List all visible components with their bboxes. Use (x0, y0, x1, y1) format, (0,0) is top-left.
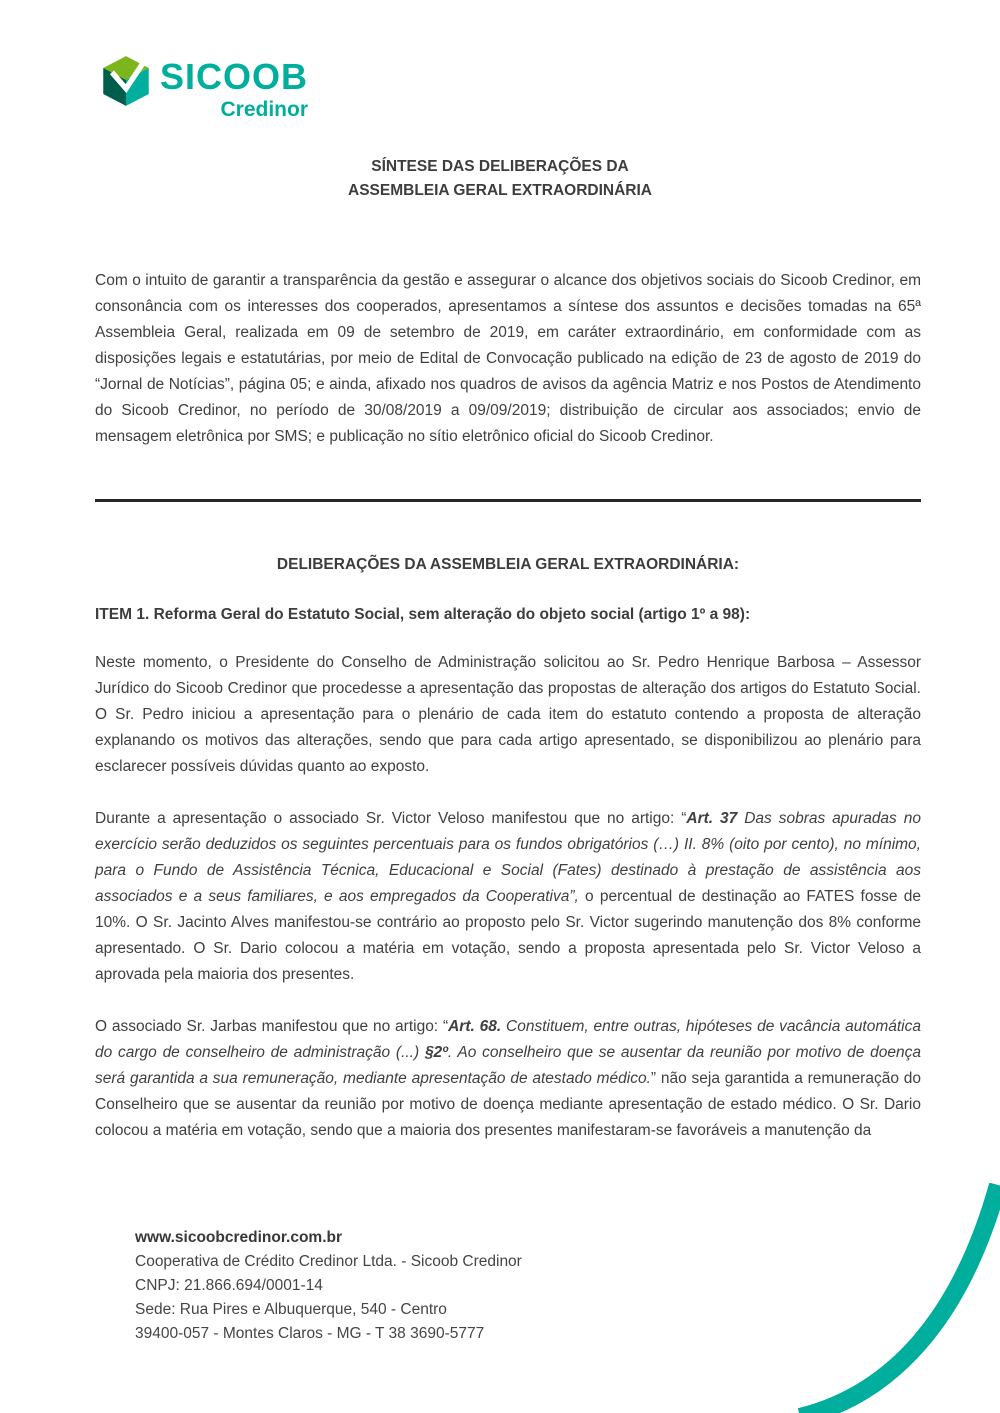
deliberations-heading: DELIBERAÇÕES DA ASSEMBLEIA GERAL EXTRAORDINÁRIA: (276, 556, 740, 573)
footer (135, 1226, 522, 1346)
text-segment: ” não seja garantida a remuneração do Conselheiro que se ausentar da reunião por motivo de doença mediante apresentação de estado médico. O Sr. Dario colocou a matéria em votação, sendo que a maioria dos presentes manifestaram-se favoráveis a manutenção da (95, 1070, 921, 1139)
document-title (86, 155, 914, 203)
text-segment: Constituem, entre outras, hipóteses de vacância automática do cargo de conselheiro de administração (...) (95, 1018, 921, 1061)
sicoob-logo (100, 55, 308, 122)
text-segment: Das sobras apuradas no exercício serão deduzidos os seguintes percentuais para os fundos obrigatórios (…) II. 8% (oito por cento), no mínimo, para o Fundo de Assistência Técnica, Educacional e Social (Fates) destinado à prestação de assistência aos associados e a seus familiares, e aos empregados da Cooperativa”, (95, 810, 921, 905)
document-title-line-2: ASSEMBLEIA GERAL EXTRAORDINÁRIA (348, 182, 652, 199)
text-segment: . Ao conselheiro que se ausentar da reunião por motivo de doença será garantida a sua remuneração, mediante apresentação de atestado médico. (95, 1044, 921, 1087)
footer-line-cooperative: Cooperativa de Crédito Credinor Ltda. - Sicoob Credinor (135, 1253, 522, 1270)
paragraph (95, 806, 921, 988)
footer-line-address: Sede: Rua Pires e Albuquerque, 540 - Centro (135, 1301, 447, 1318)
sicoob-logo-icon (100, 55, 152, 107)
text-segment: Durante a apresentação o associado Sr. Victor Veloso manifestou que no artigo: “ (95, 810, 687, 827)
logo-text (160, 55, 308, 122)
text-segment: o percentual de destinação ao FATES fosse de 10%. O Sr. Jacinto Alves manifestou-se contrário ao proposto pelo Sr. Victor sugerindo manutenção dos 8% conforme apresentado. O Sr. Dario colocou a matéria em votação, sendo a proposta apresentada pelo Sr. Victor Veloso a aprovada pela maioria dos presentes. (95, 888, 921, 983)
logo-brand-name: SICOOB (160, 56, 309, 97)
corner-swoosh-decoration (730, 1183, 1000, 1413)
logo-subbrand-name: Credinor (220, 98, 309, 121)
footer-line-city-phone: 39400-057 - Montes Claros - MG - T 38 3690-5777 (135, 1325, 485, 1342)
paragraph (95, 1014, 921, 1144)
body-paragraphs (95, 650, 921, 1170)
item1-heading: ITEM 1. Reforma Geral do Estatuto Social, sem alteração do objeto social (artigo 1º a 98): (95, 606, 751, 623)
text-segment: Neste momento, o Presidente do Conselho de Administração solicitou ao Sr. Pedro Henrique Barbosa – Assessor Jurídico do Sicoob Credinor que procedesse a apresentação das propostas de alteração dos artigos do Estatuto Social. O Sr. Pedro iniciou a apresentação para o plenário de cada item do estatuto contendo a proposta de alteração explanando os motivos das alterações, sendo que para cada artigo apresentado, se disponibilizou ao plenário para esclarecer possíveis dúvidas quanto ao exposto. (95, 654, 921, 775)
footer-line-cnpj: CNPJ: 21.866.694/0001-14 (135, 1277, 323, 1294)
text-segment: Art. 68. (448, 1018, 502, 1035)
text-segment: §2º (424, 1044, 448, 1061)
footer-website: www.sicoobcredinor.com.br (135, 1229, 342, 1246)
horizontal-divider (95, 499, 921, 502)
text-segment: O associado Sr. Jarbas manifestou que no artigo: “ (95, 1018, 449, 1035)
text-segment: Art. 37 (686, 810, 738, 827)
paragraph (95, 650, 921, 780)
document-title-line-1: SÍNTESE DAS DELIBERAÇÕES DA (371, 158, 629, 175)
intro-paragraph: Com o intuito de garantir a transparência da gestão e assegurar o alcance dos objetivos sociais do Sicoob Credinor, em consonância com os interesses dos cooperados, apresentamos a síntese dos assuntos e decisões tomadas na 65ª Assembleia Geral, realizada em 09 de setembro de 2019, em caráter extraordinário, em conformidade com as disposições legais e estatutárias, por meio de Edital de Convocação publicado na edição de 23 de agosto de 2019 do “Jornal de Notícias”, página 05; e ainda, afixado nos quadros de avisos da agência Matriz e nos Postos de Atendimento do Sicoob Credinor, no período de 30/08/2019 a 09/09/2019; distribuição de circular aos associados; envio de mensagem eletrônica por SMS; e publicação no sítio eletrônico oficial do Sicoob Credinor. (95, 271, 921, 445)
